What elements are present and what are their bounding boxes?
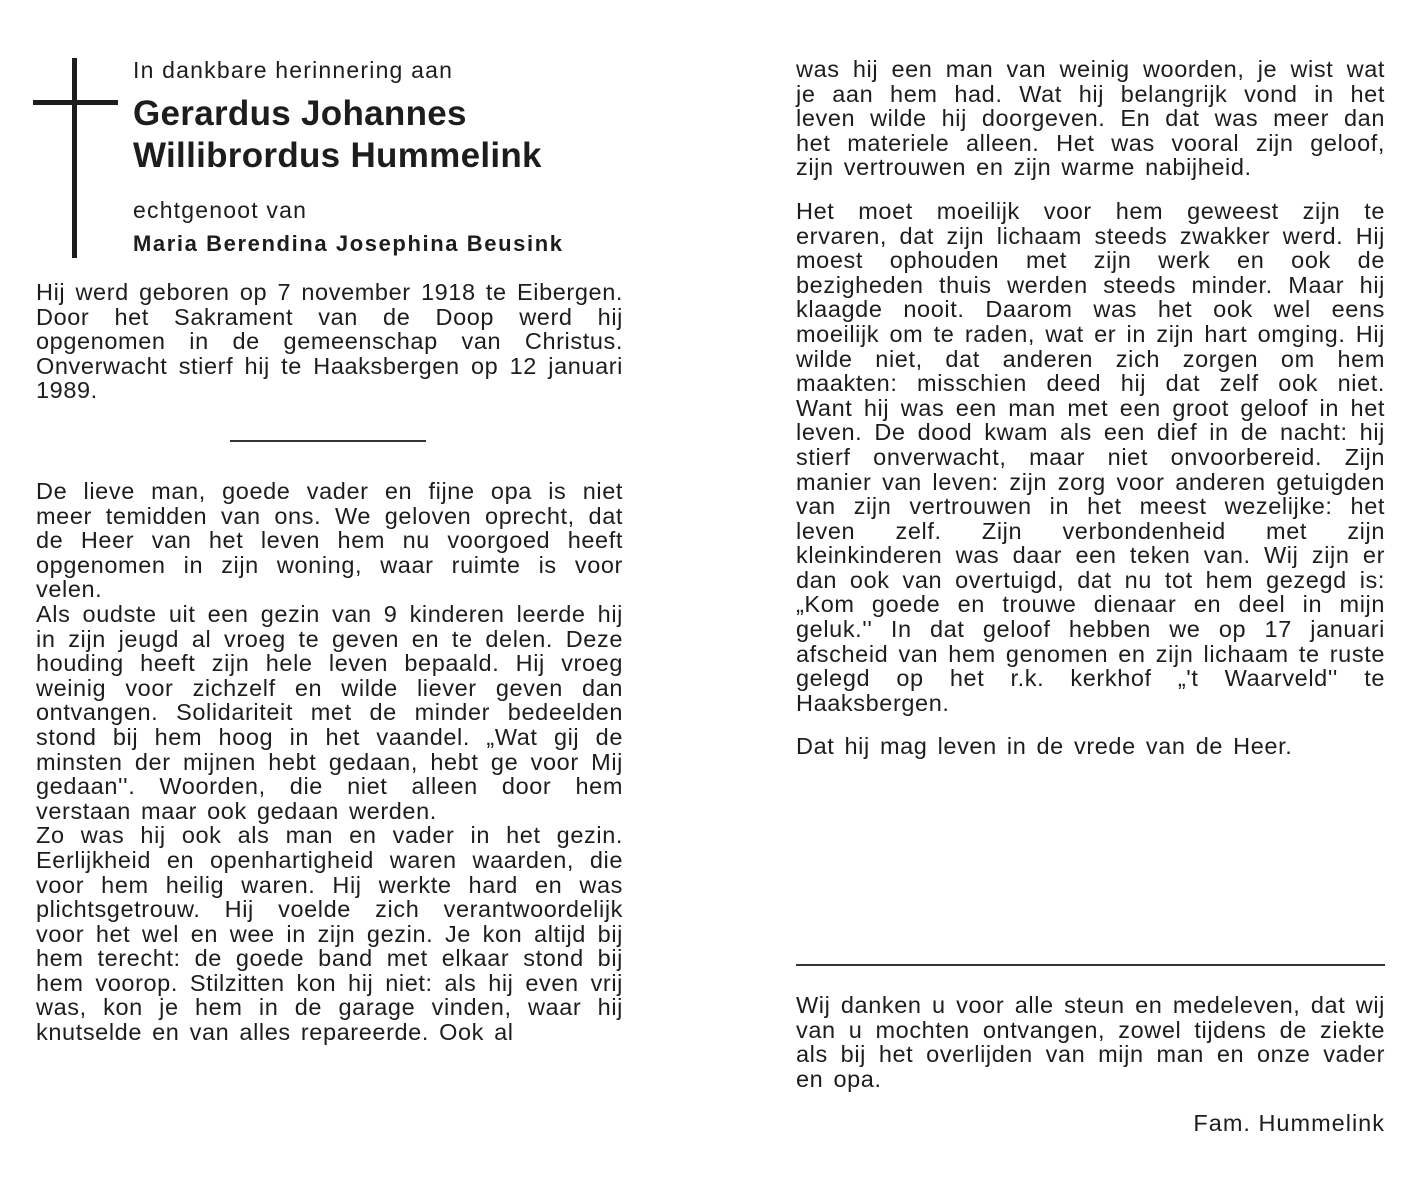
cross-icon (72, 58, 77, 258)
bio-paragraph: Hij werd geboren op 7 november 1918 te Eibergen. Door het Sakrament van de Doop werd hij opgenomen in de gemeenschap van Christus. Onverwacht stierf hij te Haaksbergen op 12 januari 1989. (36, 279, 623, 404)
closing-line: Dat hij mag leven in de vrede van de Heer. (796, 733, 1293, 760)
divider (796, 964, 1385, 966)
paragraph: Als oudste uit een gezin van 9 kinderen leerde hij in zijn jeugd al vroeg te geven en te delen. Deze houding heeft zijn hele leven bepaald. Hij vroeg weinig voor zichzelf en wilde liever geven dan ontvangen. Solidariteit met de minder bedeelden stond bij hem hoog in het vaandel. „Wat gij de minsten der mijnen hebt gedaan, hebt ge voor Mij gedaan''. Woorden, die niet alleen door hem verstaan maar ook gedaan werden. (36, 600, 623, 824)
thanks-paragraph: Wij danken u voor alle steun en medeleven, dat wij van u mochten ontvangen, zowel tijdens de ziekte als bij het overlijden van mijn man en onze vader en opa. (796, 992, 1385, 1092)
deceased-name-line2: Willibrordus Hummelink (133, 136, 542, 175)
spouse-label: echtgenoot van (133, 197, 308, 223)
paragraph: Zo was hij ook als man en vader in het gezin. Eerlijkheid en openhartigheid waren waarden, die voor hem heilig waren. Hij werkte hard en was plichtsgetrouw. Hij voelde zich verantwoordelijk voor het wel en wee in zijn gezin. Je kon altijd bij hem terecht: de goede band met elkaar stond bij hem voorop. Stilzitten kon hij niet: als hij even vrij was, kon je hem in de garage vinden, waar hij knutselde en van alles repareerde. Ook al (36, 822, 623, 1046)
header (133, 55, 653, 259)
deceased-name-line1: Gerardus Johannes (133, 94, 467, 133)
paragraph: De lieve man, goede vader en fijne opa is niet meer temidden van ons. We geloven oprecht, dat de Heer van het leven hem nu voorgoed heeft opgenomen in zijn woning, waar ruimte is voor velen. (36, 478, 623, 603)
thanks-section (796, 993, 1385, 1091)
intro-text: In dankbare herinnering aan (133, 57, 454, 83)
right-column (796, 57, 1385, 759)
paragraph: Het moet moeilijk voor hem geweest zijn te ervaren, dat zijn lichaam steeds zwakker werd. Hij moest ophouden met zijn werk en ook de bezigheden thuis werden steeds minder. Maar hij klaagde nooit. Daarom was het ook wel eens moeilijk om te raden, wat er in zijn hart omging. Hij wilde niet, dat anderen zich zorgen om hem maakten: misschien deed hij dat zelf ook niet. Want hij was een man met een groot geloof in het leven. De dood kwam als een dief in de nacht: hij stierf onverwacht, maar niet onvoorbereid. Zijn manier van leven: zijn zorg voor anderen getuigden van zijn vertrouwen in het meest wezelijke: het leven zelf. Zijn verbondenheid met zijn kleinkinderen was daar een teken van. Wij zijn er dan ook van overtuigd, dat nu tot hem gezegd is: „Kom goede en trouwe dienaar en deel in mijn geluk.'' In dat geloof hebben we op 17 januari afscheid van hem genomen en zijn lichaam te ruste gelegd op het r.k. kerkhof „'t Waarveld'' te Haaksbergen. (796, 197, 1385, 716)
bio-section (36, 280, 623, 403)
cross-icon-bar (33, 100, 118, 105)
spouse-name: Maria Berendina Josephina Beusink (133, 231, 564, 256)
paragraph: was hij een man van weinig woorden, je wist wat je aan hem had. Wat hij belangrijk vond in het leven wilde hij doorgeven. En dat was meer dan het materiele alleen. Het was vooral zijn geloof, zijn vertrouwen en zijn warme nabijheid. (796, 56, 1385, 181)
family-signature: Fam. Hummelink (1193, 1110, 1385, 1136)
left-column (36, 479, 623, 1045)
divider (230, 440, 426, 442)
